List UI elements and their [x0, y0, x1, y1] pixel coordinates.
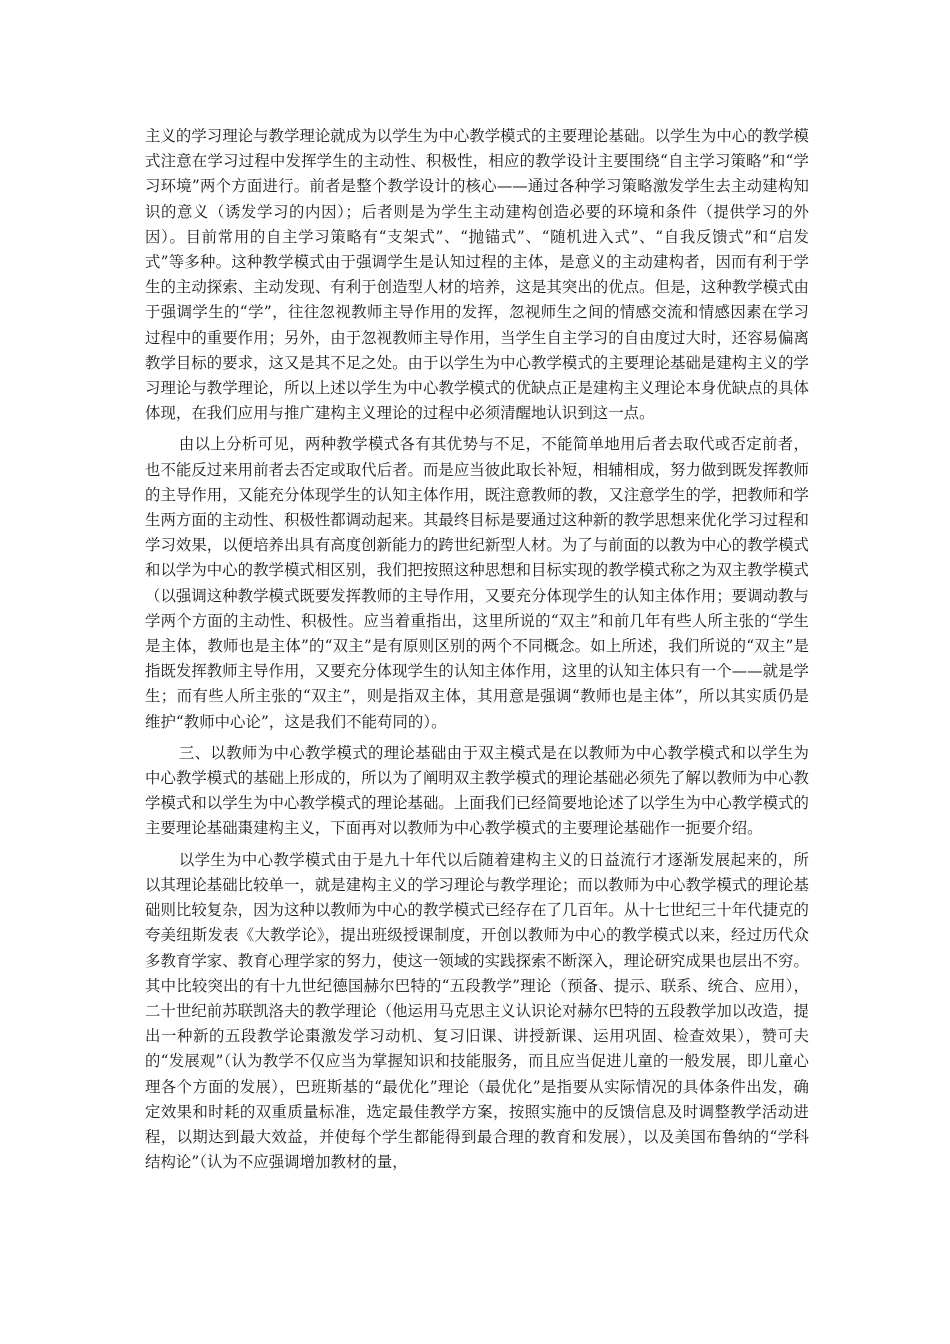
document-body [145, 124, 809, 1175]
paragraph-4: 以学生为中心教学模式由于是九十年代以后随着建构主义的日益流行才逐渐发展起来的，所以其理论基础比较单一，就是建构主义的学习理论与教学理论；而以教师为中心教学模式的理论基础则比较复杂，因为这种以教师为中心的教学模式已经存在了几百年。从十七世纪三十年代捷克的夸美纽斯发表《大教学论》，提出班级授课制度，开创以教师为中心的教学模式以来，经过历代众多教育学家、教育心理学家的努力，使这一领域的实践探索不断深入，理论研究成果也层出不穷。其中比较突出的有十九世纪德国赫尔巴特的“五段教学”理论（预备、提示、联系、统合、应用），二十世纪前苏联凯洛夫的教学理论（他运用马克思主义认识论对赫尔巴特的五段教学加以改造，提出一种新的五段教学论棗激发学习动机、复习旧课、讲授新课、运用巩固、检查效果），赞可夫的“发展观”（认为教学不仅应当为掌握知识和技能服务，而且应当促进儿童的一般发展，即儿童心理各个方面的发展），巴班斯基的“最优化”理论（最优化”是指要从实际情况的具体条件出发，确定效果和时耗的双重质量标准，选定最佳教学方案，按照实施中的反馈信息及时调整教学活动进程，以期达到最大效益，并使每个学生都能得到最合理的教育和发展），以及美国布鲁纳的“学科结构论”（认为不应强调增加教材的量， [145, 850, 809, 1172]
paragraph-2: 由以上分析可见，两种教学模式各有其优势与不足，不能简单地用后者去取代或否定前者，也不能反过来用前者去否定或取代后者。而是应当彼此取长补短，相辅相成，努力做到既发挥教师的主导作用，又能充分体现学生的认知主体作用，既注意教师的教，又注意学生的学，把教师和学生两方面的主动性、积极性都调动起来。其最终目标是要通过这种新的教学思想来优化学习过程和学习效果，以便培养出具有高度创新能力的跨世纪新型人材。为了与前面的以教为中心的教学模式和以学为中心的教学模式相区别，我们把按照这种思想和目标实现的教学模式称之为双主教学模式（以强调这种教学模式既要发挥教师的主导作用，又要充分体现学生的认知主体作用；要调动教与学两个方面的主动性、积极性。应当着重指出，这里所说的“双主”和前几年有些人所主张的“学生是主体，教师也是主体”的“双主”是有原则区别的两个不同概念。如上所述，我们所说的“双主”是指既发挥教师主导作用，又要充分体现学生的认知主体作用，这里的认知主体只有一个——就是学生；而有些人所主张的“双主”，则是指双主体，其用意是强调“教师也是主体”，所以其实质仍是维护“教师中心论”，这是我们不能苟同的）。 [145, 435, 809, 731]
paragraph-3: 三、以教师为中心教学模式的理论基础由于双主模式是在以教师为中心教学模式和以学生为中心教学模式的基础上形成的，所以为了阐明双主教学模式的理论基础必须先了解以教师为中心教学模式和以学生为中心教学模式的理论基础。上面我们已经简要地论述了以学生为中心教学模式的主要理论基础棗建构主义，下面再对以教师为中心教学模式的主要理论基础作一扼要介绍。 [145, 743, 809, 838]
paragraph-1: 主义的学习理论与教学理论就成为以学生为中心教学模式的主要理论基础。以学生为中心的教学模式注意在学习过程中发挥学生的主动性、积极性，相应的教学设计主要围绕“自主学习策略”和“学习环境”两个方面进行。前者是整个教学设计的核心——通过各种学习策略激发学生去主动建构知识的意义（诱发学习的内因）；后者则是为学生主动建构创造必要的环境和条件（提供学习的外因）。目前常用的自主学习策略有“支架式”、“抛锚式”、“随机进入式”、“自我反馈式”和“启发式”等多种。这种教学模式由于强调学生是认知过程的主体，是意义的主动建构者，因而有利于学生的主动探索、主动发现、有利于创造型人材的培养，这是其突出的优点。但是，这种教学模式由于强调学生的“学”，往往忽视教师主导作用的发挥，忽视师生之间的情感交流和情感因素在学习过程中的重要作用；另外，由于忽视教师主导作用，当学生自主学习的自由度过大时，还容易偏离教学目标的要求，这又是其不足之处。由于以学生为中心教学模式的主要理论基础是建构主义的学习理论与教学理论，所以上述以学生为中心教学模式的优缺点正是建构主义理论本身优缺点的具体体现，在我们应用与推广建构主义理论的过程中必须清醒地认识到这一点。 [145, 127, 809, 423]
